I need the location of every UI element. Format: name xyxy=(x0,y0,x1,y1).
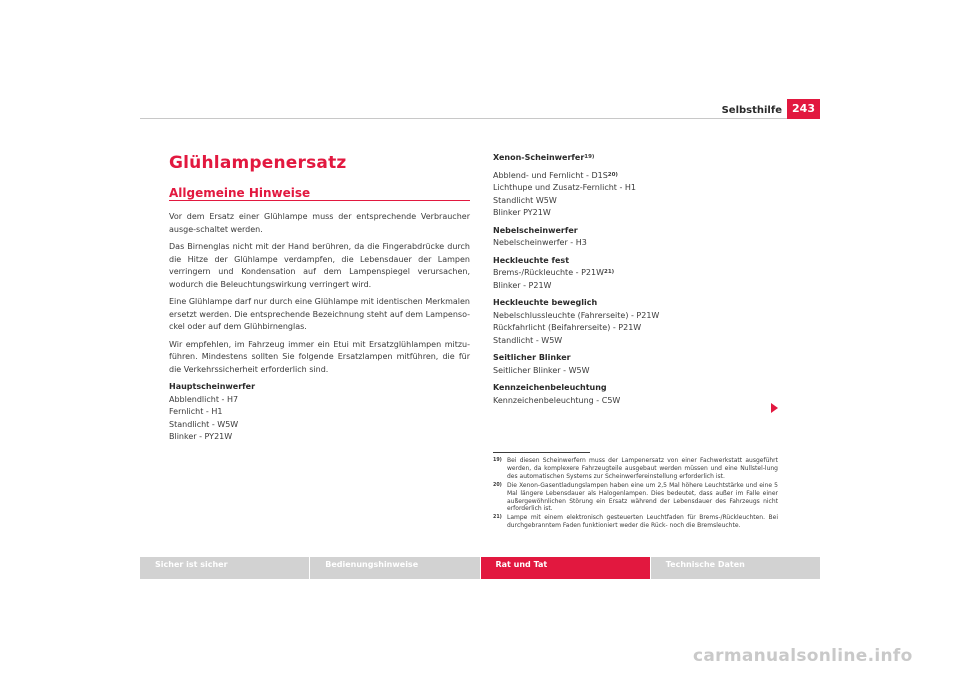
tab-rat-und-tat[interactable]: Rat und Tat xyxy=(481,557,650,579)
right-column xyxy=(493,152,793,407)
footnote-ref[interactable]: 19) xyxy=(584,154,595,160)
subtitle-rule xyxy=(169,200,470,201)
tab-sicher-ist-sicher[interactable]: Sicher ist sicher xyxy=(140,557,309,579)
heading-heckleuchte-beweglich: Heckleuchte beweglich xyxy=(493,298,598,307)
footnote-number: 21) xyxy=(493,515,502,521)
group-heading-hauptscheinwerfer: Hauptscheinwerfer xyxy=(169,382,256,391)
footer-tabs xyxy=(140,557,820,579)
list-item: Nebelscheinwerfer - H3 xyxy=(493,238,587,247)
footnote xyxy=(493,457,778,481)
list-item: Abblendlicht - H7 xyxy=(169,394,239,404)
tab-bedienungshinweise[interactable]: Bedienungshinweise xyxy=(310,557,479,579)
list-item: Standlicht - W5W xyxy=(169,419,239,429)
list-item: Abblend- und Fernlicht - $D1S^{20)}$ xyxy=(493,170,618,180)
paragraph: Wir empfehlen, im Fahrzeug immer ein Etui mit Ersatzglühlampen mitzu-führen. Mindestens sollten Sie folgende Ersatzlampen mitführen, die für die Verkehrssicherheit erforderlich sind. xyxy=(169,339,470,374)
footnotes xyxy=(493,457,778,531)
footnote-text: Bei diesen Scheinwerfern muss der Lampenersatz von einer Fachwerkstatt ausgeführt werden, da komplexere Fahrzeugteile ausgebaut werden müssen und eine Nullstel-lung des automatischen Systems zur Scheinwerfereinstellung erforderlich ist. xyxy=(507,457,778,480)
footnote-text: Lampe mit einem elektronisch gesteuerten Leuchtfaden für Brems-/Rückleuchten. Bei durchgebranntem Faden funktioniert weder die Rück- noch die Bremsleuchte. xyxy=(507,514,778,530)
footnote-rule xyxy=(493,452,590,453)
footnote-number: 19) xyxy=(493,458,502,463)
heading-kennzeichen: Kennzeichenbeleuchtung xyxy=(493,383,607,392)
page-number: 243 xyxy=(787,99,820,119)
footnote-text: Die Xenon-Gasentladungslampen haben eine um 2,5 Mal höhere Leuchtstärke und eine 5 Mal längere Lebensdauer als Halogenlampen. Dies bedeutet, dass außer im Falle einer außergewöhnlichen Störung ein Ersatz während der Lebensdauer des Fahrzeugs nicht erforderlich ist. xyxy=(507,481,778,513)
heading-seitlicher-blinker: Seitlicher Blinker xyxy=(493,353,571,362)
list-item: Standlicht - W5W xyxy=(493,335,563,345)
list-item: Brems-/Rückleuchte - $P21W^{21)}$ xyxy=(493,268,615,277)
left-column xyxy=(169,211,470,444)
section-title: Glühlampenersatz xyxy=(169,153,347,173)
list-item: Fernlicht - H1 xyxy=(169,407,223,416)
list-item: Blinker PY21W xyxy=(493,208,551,217)
footnote xyxy=(493,514,778,530)
tab-technische-daten[interactable]: Technische Daten xyxy=(651,557,820,579)
watermark: carmanualsonline.info xyxy=(693,646,913,666)
list-item: Rückfahrlicht (Beifahrerseite) - P21W xyxy=(493,323,642,332)
list-item: Lichthupe und Zusatz-Fernlicht - H1 xyxy=(493,183,637,192)
list-item: Blinker - PY21W xyxy=(169,432,233,441)
heading-nebel: Nebelscheinwerfer xyxy=(493,225,578,235)
paragraph: Vor dem Ersatz einer Glühlampe muss der entsprechende Verbraucher ausge-schaltet werden. xyxy=(169,212,470,234)
footnote-ref[interactable]: 20) xyxy=(607,171,618,178)
paragraph: Das Birnenglas nicht mit der Hand berühren, da die Fingerabdrücke durch die Hitze der Glühlampe verdampfen, die Lebensdauer der Lampen verringern und Kondensation auf dem Lampenspiegel verursachen, wodurch die Beleuchtungswirkung verringert wird. xyxy=(169,242,470,289)
footnote-number: 20) xyxy=(493,482,502,488)
running-title: Selbsthilfe xyxy=(721,105,782,116)
footnote-ref[interactable]: 21) xyxy=(604,269,615,275)
list-item: Kennzeichenbeleuchtung - C5W xyxy=(493,395,621,405)
list-item: Seitlicher Blinker - W5W xyxy=(493,365,590,375)
list-item: Blinker - P21W xyxy=(493,280,552,290)
continue-arrow-icon[interactable] xyxy=(771,403,778,413)
paragraph: Eine Glühlampe darf nur durch eine Glühlampe mit identischen Merkmalen ersetzt werden. Die entsprechende Bezeichnung steht auf dem Lampenso-ckel oder auf dem Glühbirnenglas. xyxy=(169,297,470,331)
section-subtitle: Allgemeine Hinweise xyxy=(169,186,311,200)
footnote xyxy=(493,482,778,514)
list-item: Nebelschlussleuchte (Fahrerseite) - P21W xyxy=(493,310,660,320)
heading-heckleuchte-fest: Heckleuchte fest xyxy=(493,255,570,265)
heading-xenon: Xenon-Scheinwerfer$^{19)}$ xyxy=(493,153,595,162)
list-item: Standlicht W5W xyxy=(493,195,557,205)
header-rule xyxy=(140,118,820,119)
